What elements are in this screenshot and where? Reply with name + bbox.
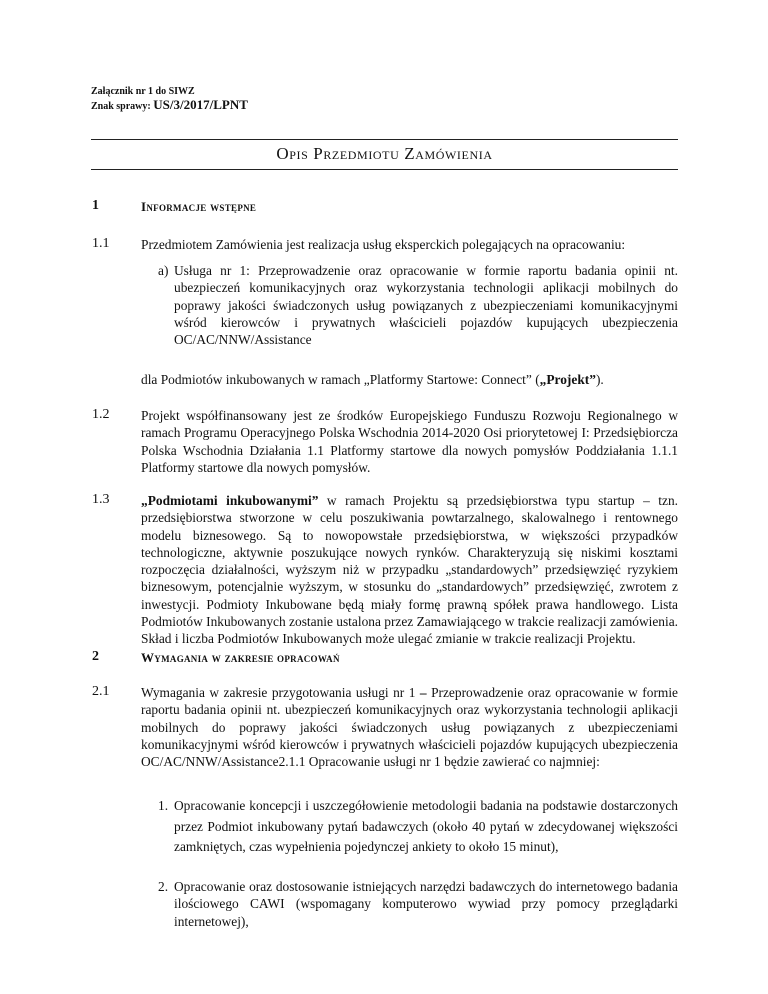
paragraph-1-3-number: 1.3	[92, 492, 110, 507]
paragraph-1-1-text: Przedmiotem Zamówienia jest realizacja usług eksperckich polegających na opracowaniu:	[141, 237, 626, 252]
numbered-list-item-2-marker: 2.	[158, 879, 169, 894]
closing-bold: „Projekt”	[539, 372, 596, 387]
numbered-list-item-2-text: Opracowanie oraz dostosowanie istniejących narzędzi badawczych do internetowego badania ilościowego CAWI (wspomagany komputerowo wywiad przy pomocy przeglądarki internetowej),	[174, 879, 678, 929]
paragraph-2-1-text	[141, 684, 678, 770]
paragraph-1-2-text: Projekt współfinansowany jest ze środków Europejskiego Funduszu Rozwoju Regionalnego w ramach Programu Operacyjnego Polska Wschodnia 2014-2020 Osi priorytetowej I: Przedsiębiorcza Polska Wschodnia Działania 1.1 Platformy startowe dla nowych pomysłów Poddziałania 1.1.1 Platformy startowe dla nowych pomysłów.	[141, 408, 678, 475]
paragraph-1-1-number: 1.1	[92, 236, 110, 251]
closing-end: ).	[595, 372, 604, 387]
reference-value: US/3/2017/LPNT	[153, 97, 248, 112]
section-1-heading: Informacje wstępne	[141, 199, 257, 214]
numbered-list-item-1	[158, 796, 678, 858]
numbered-list-item-1-text: Opracowanie koncepcji i uszczegółowienie metodologii badania na podstawie dostarczonych przez Podmiot inkubowany pytań badawczych (około 40 pytań w zdecydowanej większości zamkniętych, czas wypełnienia pojedynczej ankiety to około 15 minut),	[174, 798, 678, 854]
closing-text: dla Podmiotów inkubowanych w ramach „Platformy Startowe: Connect” (	[141, 372, 540, 387]
attachment-line: Załącznik nr 1 do SIWZ	[91, 86, 195, 97]
list-item-a-text: Usługa nr 1: Przeprowadzenie oraz opracowanie w formie raportu badania opinii nt. ubezpieczeń komunikacyjnych oraz wykorzystania technologii aplikacji mobilnych do poprawy jakości świadczonych usług powiązanych z ubezpieczeniami komunikacyjnymi wśród kierowców i prywatnych właścicieli pojazdów kupujących ubezpieczenia OC/AC/NNW/Assistance	[174, 263, 678, 348]
paragraph-1-1-closing	[141, 371, 678, 388]
paragraph-2-1-start: Wymagania w zakresie przygotowania usługi nr 1	[141, 685, 420, 700]
numbered-list-item-1-marker: 1.	[158, 798, 169, 813]
reference-label: Znak sprawy:	[91, 101, 154, 112]
section-1-number: 1	[92, 198, 99, 213]
paragraph-1-2-number: 1.2	[92, 407, 110, 422]
paragraph-2-1-dash: –	[419, 685, 427, 700]
section-2-heading: Wymagania w zakresie opracowań	[141, 650, 340, 665]
paragraph-1-3-text	[141, 492, 678, 648]
paragraph-1-3-bold-lead: „Podmiotami inkubowanymi”	[141, 493, 319, 508]
page-title: Opis Przedmiotu Zamówienia	[276, 144, 493, 163]
paragraph-2-1-number: 2.1	[92, 684, 110, 699]
paragraph-1-3-body: w ramach Projektu są przedsiębiorstwa typu startup – tzn. przedsiębiorstwa stworzone w celu poszukiwania powtarzalnego, skalowalnego i rentownego modelu biznesowego. Są to nowopowstałe przedsiębiorstwa, w większości przypadków technologiczne, aktywnie poszukujące nowych rynków. Charakteryzują się niskimi kosztami rozpoczęcia działalności, wyższym niż w przypadku „standardowych” przedsięwzięć ryzykiem biznesowym, potencjalnie wyższym, w stosunku do „standardowych” przedsięwzięć, zwrotem z inwestycji. Podmioty Inkubowane będą miały formę prawną spółek prawa handlowego. Lista Podmiotów Inkubowanych zostanie ustalona przez Zamawiającego w trakcie realizacji zamówienia. Skład i liczba Podmiotów Inkubowanych może ulegać zmianie w trakcie realizacji Projektu.	[141, 493, 678, 647]
section-2-number: 2	[92, 649, 99, 664]
title-top-rule	[91, 139, 678, 140]
reference-line	[91, 99, 248, 113]
title-bottom-rule	[91, 169, 678, 170]
paragraph-2-1-rest: Przeprowadzenie oraz opracowanie w formie raportu badania opinii nt. ubezpieczeń komunikacyjnych oraz wykorzystania technologii aplikacji mobilnych do poprawy jakości świadczonych usług powiązanych z ubezpieczeniami komunikacyjnymi wśród kierowców i prywatnych właścicieli pojazdów kupujących ubezpieczenia OC/AC/NNW/Assistance2.1.1 Opracowanie usługi nr 1 będzie zawierać co najmniej:	[141, 685, 678, 770]
list-item-a	[158, 262, 678, 348]
list-item-a-marker: a)	[158, 263, 169, 278]
numbered-list-item-2	[158, 878, 678, 930]
